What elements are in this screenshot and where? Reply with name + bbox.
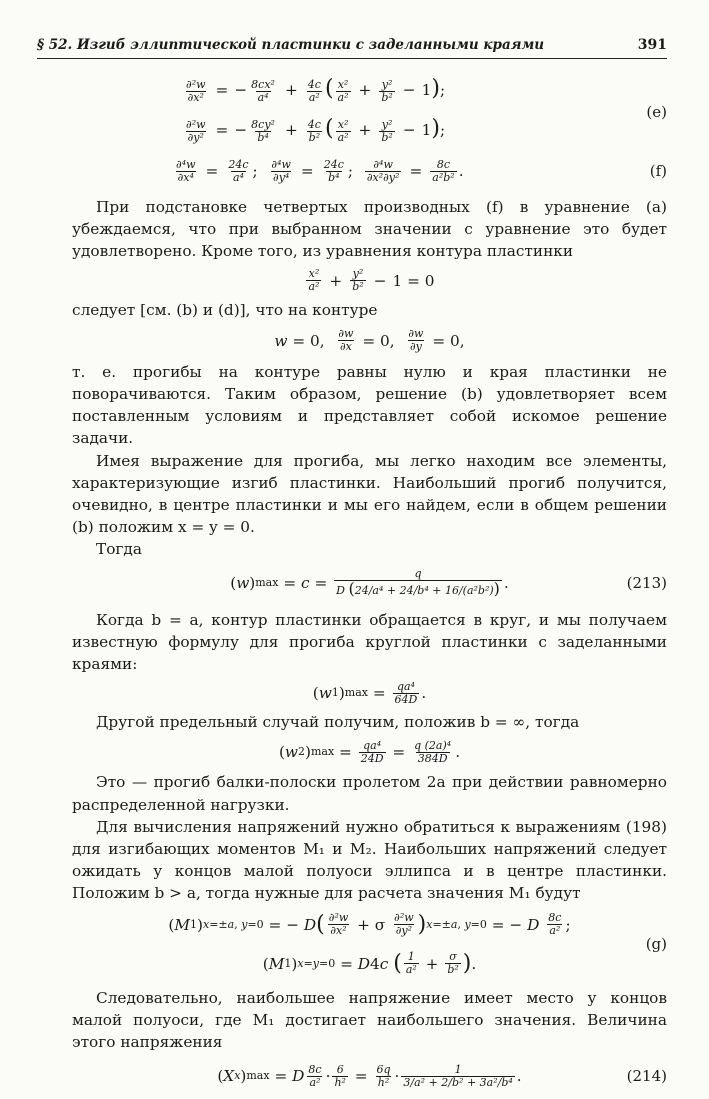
paragraph-4: Имея выражение для прогиба, мы легко находим все элементы, характеризующие изгиб пластинки. Наибольший прогиб получится, очевидно, в центре пластинки и мы его найдем, если в общем решении (b) положим x = y = 0. bbox=[72, 451, 667, 537]
equation-label-214: (214) bbox=[626, 1067, 667, 1086]
equation-label-g: (g) bbox=[645, 934, 667, 953]
page-content bbox=[72, 72, 667, 1099]
equation-e2: $\frac{\text{∂²w}}{\text{∂y²}}$ = − $\frac{\text{8cy²}}{\text{b⁴}}$ + $\frac{4c}{\text{b²}}$ ( $\frac{\text{x²}}{\text{a²}}$ + $\frac{\text{y²}}{\text{b²}}$ − 1); bbox=[186, 116, 446, 144]
paragraph-3: т. е. прогибы на контуре равны нулю и края пластинки не поворачиваются. Таким образом, решение (b) удовлетворяет всем поставленным условиям и представляет собой искомое решение задачи. bbox=[72, 362, 667, 448]
paragraph-6: Когда b = a, контур пластинки обращается в круг, и мы получаем известную формулу для прогиба круглой пластинки с заделанными краями: bbox=[72, 610, 667, 674]
equation-group-g bbox=[72, 905, 667, 983]
paragraph-9: Для вычисления напряжений нужно обратиться к выражениям (198) для изгибающих моментов M₁ и M₂. Наибольших напряжений следует ожидать у концов малой полуоси эллипса и в центре пластинки. Положим b > a, тогда нужные для расчета значения M₁ будут bbox=[72, 817, 667, 903]
paragraph-1: При подстановке четвертых производных (f) в уравнение (a) убеждаемся, что при выбранном значении c уравнение это будет удовлетворено. Кроме того, из уравнения контура пластинки bbox=[72, 198, 667, 261]
section-title: § 52. Изгиб эллиптической пластинки с заделанными краями bbox=[37, 37, 545, 53]
equation-boundary: w = 0, $\frac{\partial w}{\partial x}$ = 0, $\frac{\partial w}{\partial y}$ = 0, bbox=[274, 327, 465, 354]
paragraph-8: Это — прогиб балки-полоски пролетом 2a при действии равномерно распределенной нагрузки. bbox=[72, 773, 667, 814]
equation-g2: ( M 1 ) x=y=0 = D 4 c ( $\frac{1}{\text{a²}}$ + $\frac{\sigma}{\text{b²}}$ ) . bbox=[262, 950, 477, 977]
equation-label-213: (213) bbox=[626, 573, 667, 592]
equation-label-f: (f) bbox=[649, 161, 667, 180]
paragraph-5: Тогда bbox=[96, 540, 142, 559]
equation-e1: $\frac{\text{∂²w}}{\text{∂x²}}$ = − $\frac{\text{8cx²}}{\text{a⁴}}$ + $\frac{4c}{\text{a²}}$ ( $\frac{\text{x²}}{\text{a²}}$ + $\frac{\text{y²}}{\text{b²}}$ − 1); bbox=[186, 76, 446, 104]
equation-contour: $\frac{\text{x²}}{\text{a²}}$ + $\frac{\text{y²}}{\text{b²}}$ − 1 = 0 bbox=[308, 267, 435, 294]
paragraph-2: следует [см. (b) и (d)], что на контуре bbox=[72, 300, 378, 319]
equation-label-e: (e) bbox=[646, 102, 667, 121]
paragraph-10: Следовательно, наибольшее напряжение имеет место у концов малой полуоси, где M₁ достигает наибольшего значения. Величина этого напряжения bbox=[72, 988, 667, 1052]
page-number: 391 bbox=[637, 37, 667, 53]
equation-w2: ( w 2 ) max = $\frac{\text{qa⁴}}{24D}$ = $\frac{\text{q (2a)⁴}}{384D}$ . bbox=[278, 739, 461, 765]
equation-213: ( w ) max = c = $\frac{q}{\text{D (24/a⁴ + 24/b⁴ + 16/(a²b²))}}$ . (213) bbox=[230, 567, 667, 599]
equation-w1: ( w 1 ) max = $\frac{\text{qa⁴}}{64D}$ . bbox=[312, 679, 427, 706]
equation-214: ( X x ) max = D $\frac{8c}{\text{a²}}$ · $\frac{6}{\text{h²}}$ = $\frac{6q}{\text{h²}}$ · $\frac{1}{\text{3/a² + 2/b² + 3a²/b⁴}}$ . (214) bbox=[217, 1062, 667, 1089]
paragraph-7: Другой предельный случай получим, положив b = ∞, тогда bbox=[96, 713, 580, 732]
equation-group-e bbox=[182, 72, 667, 152]
running-header bbox=[37, 34, 667, 59]
equation-g1: ( M 1 ) x=±a, y=0 = − D ( $\frac{\text{∂²w}}{\text{∂x²}}$ + σ $\frac{\text{∂²w}}{\text{∂y²}}$ ) x=±a, y=0 = − D $\frac{8c}{\text{a²}}$ ; bbox=[168, 911, 571, 938]
equation-f: $\frac{\text{∂⁴w}}{\text{∂x⁴}}$ = $\frac{24c}{\text{a⁴}}$ ; $\frac{\text{∂⁴w}}{\text{∂y⁴}}$ = $\frac{24c}{\text{b⁴}}$ ; $\frac{\text{∂⁴w}}{\text{∂x²∂y²}}$ = $\frac{8c}{\text{a²b²}}$ . (f) bbox=[176, 157, 667, 184]
